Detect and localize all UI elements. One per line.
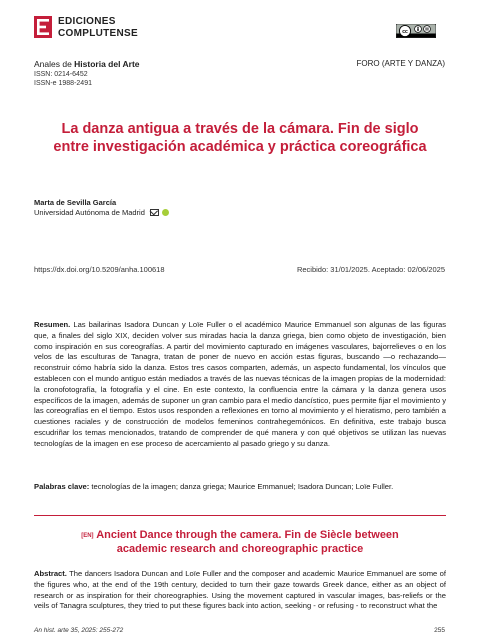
creative-commons-license-icon[interactable] [396,24,436,38]
section-divider [34,515,446,516]
publisher-name-line1: EDICIONES [58,16,116,27]
email-icon[interactable] [150,209,159,216]
section-label: FORO (ARTE Y DANZA) [356,59,445,68]
article-title-english: [EN] Ancient Dance through the camera. Fin de Siècle between academic research and choreographic practice [81,529,399,555]
author-name: Marta de Sevilla García [34,198,117,207]
svg-text:cc: cc [402,28,408,35]
author-affiliation: Universidad Autónoma de Madrid [34,208,169,217]
keywords-spanish: Palabras clave: tecnologías de la imagen; danza griega; Maurice Emmanuel; Isadora Duncan; Loïe Fuller. [34,482,394,491]
eissn: ISSN-e 1988-2491 [34,80,92,87]
footer-citation: An hist. arte 35, 2025: 255-272 [34,627,124,634]
abstract-english: Abstract. The dancers Isadora Duncan and Loïe Fuller and the composer and academic Maurice Emmanuel are some of the figures who, at the end of the 19th century, decided to turn their gaze towards Greek dance, either as an object of research or as inspiration for their choreographies. Using the movement captured in vascular images, bas-reliefs or the veils of Tanagra sculptures, they tried to put these figures back into action, seeking - or refusing - to reconstruct what the [34,569,446,611]
abstract-spanish: Resumen. Las bailarinas Isadora Duncan y Loïe Fuller o el académico Maurice Emmanuel son algunas de las figuras que, a finales del siglo XIX, deciden volver sus miradas hacia la danza griega, bien como objeto de investigación, bien como inspiración en sus coreografías. A partir del movimiento capturado en imágenes vasculares, bajorrelieves o en los velos de las esculturas de Tanagra, tratan de poner de nuevo en acción estas figuras, buscando —o rechazando— reconstruir cómo habría sido la danza. Estos tres casos comparten, además, un aspecto fundamental, los vínculos que establecen con el mundo antiguo están mediados a través de las nuevas técnicas de la imagen propias de la modernidad: la cronofotografía, la fotografía y el cine. En este contexto, la confluencia entre la cámara y la danza genera usos específicos de la imagen, además de suponer un gran cambio para el medio dancístico, pues permite fijar el movimiento y las coreografías en el tiempo. Estos usos responden a reflexiones en torno al movimiento y el hieratismo, pero también a cuestiones raciales y de construcción de modelos femeninos contrahegemónicos. En definitiva, este trabajo busca escudriñar los temas mencionados, tratando de comprender de qué manera y con qué objetivos se utilizan las nuevas tecnologías de la imagen en ese proceso de acercamiento al pasado griego y su danza. [34,320,446,448]
doi-link[interactable]: https://dx.doi.org/10.5209/anha.100618 [34,265,165,274]
orcid-icon[interactable] [162,209,169,216]
page-number: 255 [434,627,445,634]
language-tag: [EN] [81,533,94,539]
article-title: La danza antigua a través de la cámara. Fin de siglo entre investigación académica y práctica coreográfica [53,121,427,155]
publisher-name-line2: COMPLUTENSE [58,28,138,39]
publisher-logo-icon [34,16,52,38]
received-accepted-dates: Recibido: 31/01/2025. Aceptado: 02/06/2025 [296,265,445,274]
issn: ISSN: 0214-6452 [34,71,88,78]
journal-name: Anales de Historia del Arte [34,59,140,69]
